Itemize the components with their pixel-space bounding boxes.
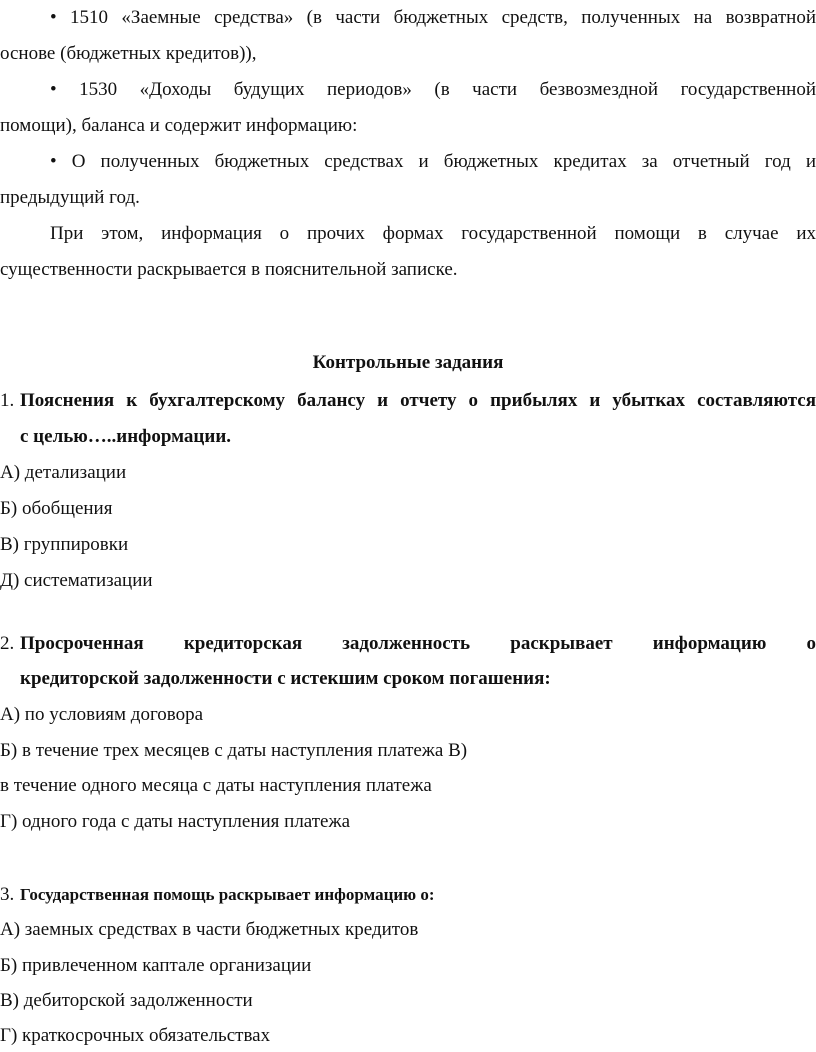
answer-option: Д) систематизации — [0, 570, 153, 591]
answer-option: В) группировки — [0, 534, 129, 555]
intro-paragraph-cont: существенности раскрывается в пояснительной записке. — [0, 259, 458, 280]
answer-option: Б) в течение трех месяцев с даты наступления платежа В) — [0, 740, 468, 761]
bullet-item-1530-cont: помощи), баланса и содержит информацию: — [0, 115, 358, 136]
answer-option: Г) краткосрочных обязательствах — [0, 1025, 271, 1046]
answer-option: в течение одного месяца с даты наступления платежа — [0, 775, 432, 796]
answer-option: А) заемных средствах в части бюджетных кредитов — [0, 919, 419, 940]
bullet-item-1510: • 1510 «Заемные средства» (в части бюджетных средств, полученных на возвратной — [50, 7, 816, 28]
question-text: Просроченная кредиторская задолженность раскрывает информацию о — [20, 633, 816, 654]
section-title: Контрольные задания — [312, 352, 504, 373]
answer-option: Б) обобщения — [0, 498, 113, 519]
question-text-cont: кредиторской задолженности с истекшим сроком погашения: — [20, 668, 551, 689]
question-text-cont: с целью…..информации. — [20, 426, 232, 447]
answer-option: В) дебиторской задолженности — [0, 990, 253, 1011]
answer-option: А) детализации — [0, 462, 127, 483]
bullet-item-1530: • 1530 «Доходы будущих периодов» (в части безвозмездной государственной — [50, 79, 816, 100]
question-number: 2. — [0, 633, 15, 654]
intro-paragraph: При этом, информация о прочих формах государственной помощи в случае их — [50, 223, 816, 244]
question-number: 3. — [0, 884, 15, 905]
question-text: Государственная помощь раскрывает информацию о: — [20, 885, 435, 904]
bullet-item-info: • О полученных бюджетных средствах и бюджетных кредитах за отчетный год и — [50, 151, 816, 172]
bullet-item-info-cont: предыдущий год. — [0, 187, 140, 208]
bullet-item-1510-cont: основе (бюджетных кредитов)), — [0, 43, 257, 64]
answer-option: Б) привлеченном каптале организации — [0, 955, 312, 976]
question-number: 1. — [0, 390, 15, 411]
question-text: Пояснения к бухгалтерскому балансу и отчету о прибылях и убытках составляются — [20, 390, 816, 411]
answer-option: Г) одного года с даты наступления платежа — [0, 811, 351, 832]
answer-option: А) по условиям договора — [0, 704, 204, 725]
